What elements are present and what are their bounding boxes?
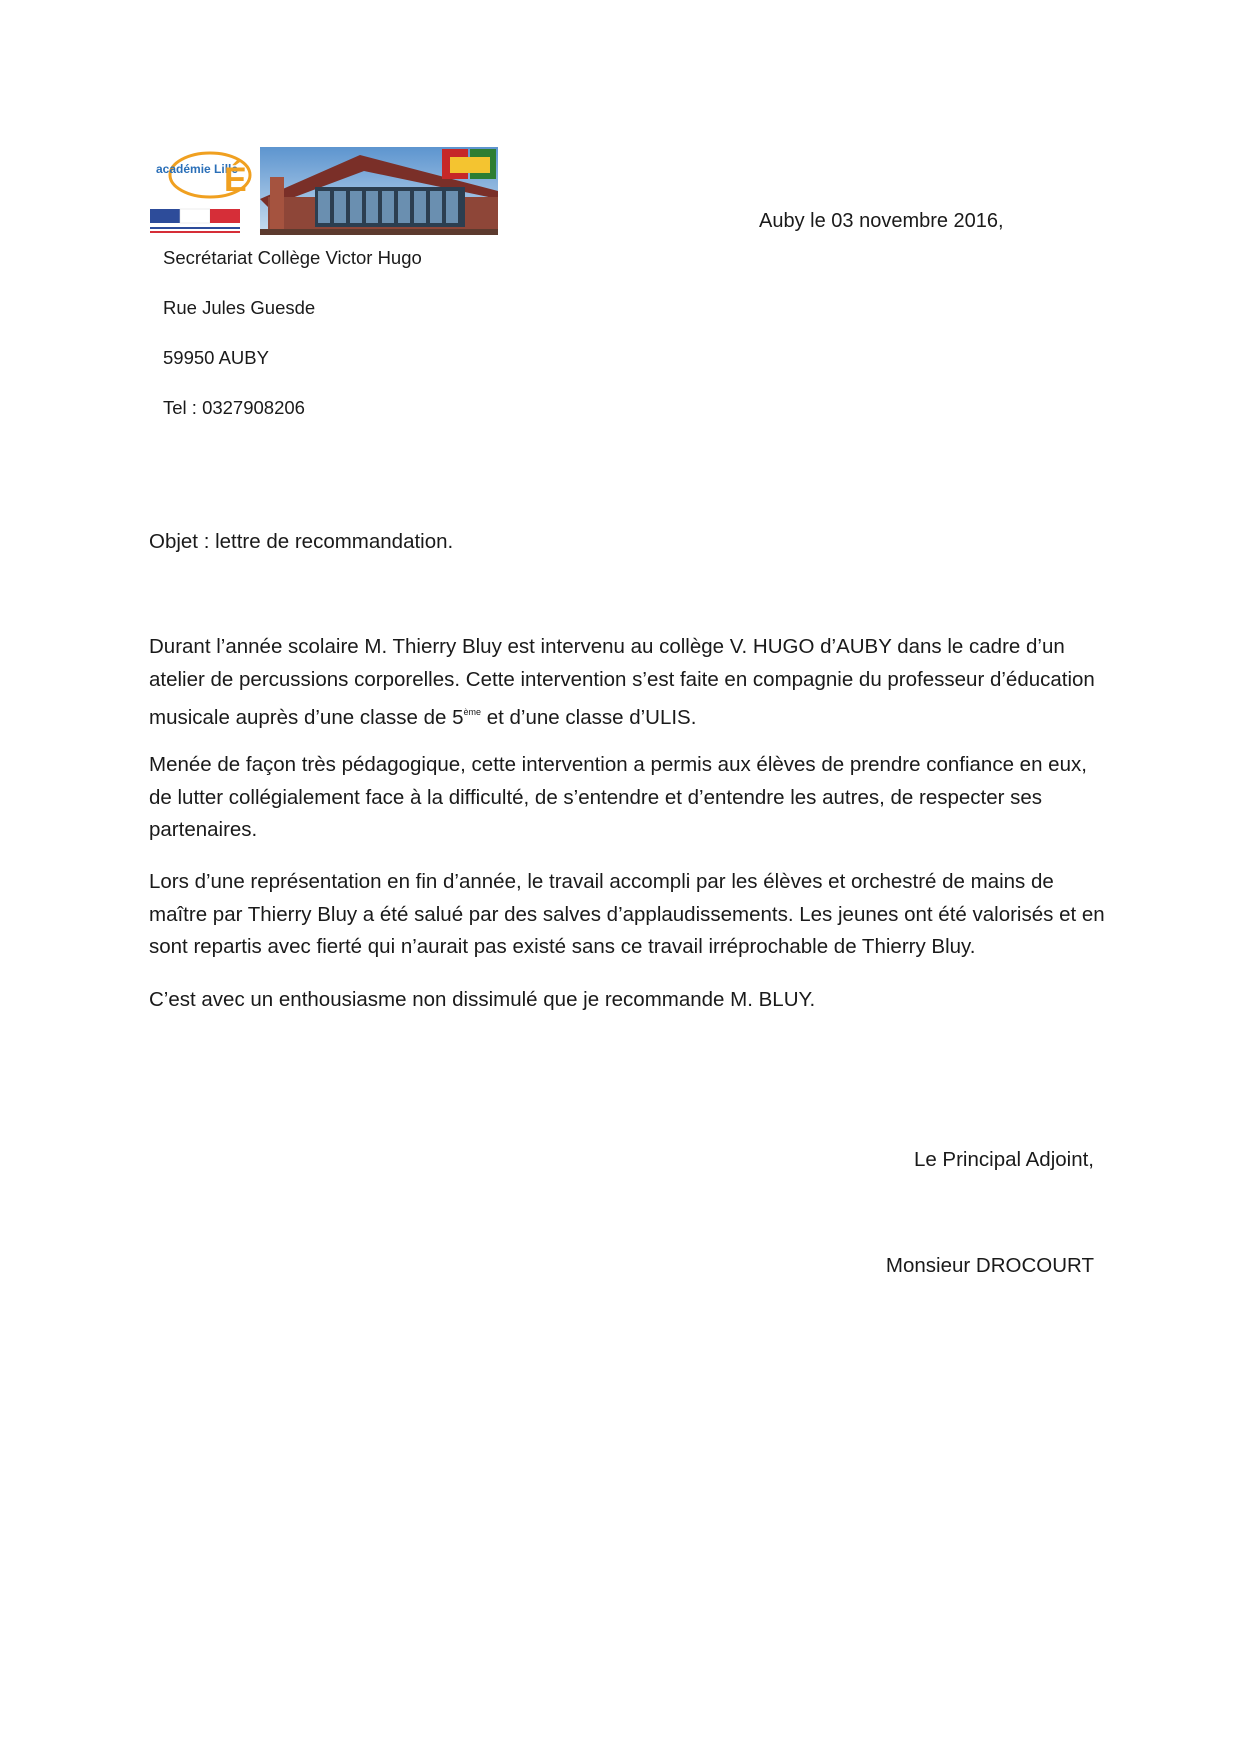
paragraph-3: Lors d’une représentation en fin d’année, le travail accompli par les élèves et orchestré de mains de maître par Thierry Bluy a été salué par des salves d’applaudissements. Les jeunes ont été valorisés et en sont repartis avec fierté qui n’aurait pas existé sans ce travail irréprochable de Thierry Bluy. [149,870,1105,958]
paragraph-1-end: et d’une classe d’ULIS. [481,706,697,729]
svg-text:É: É [224,161,247,199]
signature-title: Le Principal Adjoint, [913,1148,1094,1171]
letter-subject: Objet : lettre de recommandation. [149,530,454,553]
paragraph-2: Menée de façon très pédagogique, cette intervention a permis aux élèves de prendre confiance en eux, de lutter collégialement face à la difficulté, de s’entendre et d’entendre les autres, de respecter ses partenaires. [149,753,1087,841]
paragraph-1 [149,631,1109,735]
svg-text:académie Lille: académie Lille [156,162,239,176]
sender-city: 59950 AUBY [163,347,269,368]
sender-street: Rue Jules Guesde [163,297,316,318]
paragraph-1-text: Durant l’année scolaire M. Thierry Bluy est intervenu au collège V. HUGO d’AUBY dans le cadre d’un atelier de percussions corporelles. Cette intervention s’est faite en compagnie du professeur d’éducation musicale auprès d’une classe de 5 [149,635,1095,729]
sender-name: Secrétariat Collège Victor Hugo [163,247,422,268]
date-line: Auby le 03 novembre 2016, [759,210,1004,232]
paragraph-4: C’est avec un enthousiasme non dissimulé que je recommande M. BLUY. [149,988,816,1011]
paragraph-1-superscript: ème [463,707,482,717]
header-banner-logo [150,147,498,235]
signature-name: Monsieur DROCOURT [885,1254,1094,1277]
sender-phone: Tel : 0327908206 [163,397,305,418]
